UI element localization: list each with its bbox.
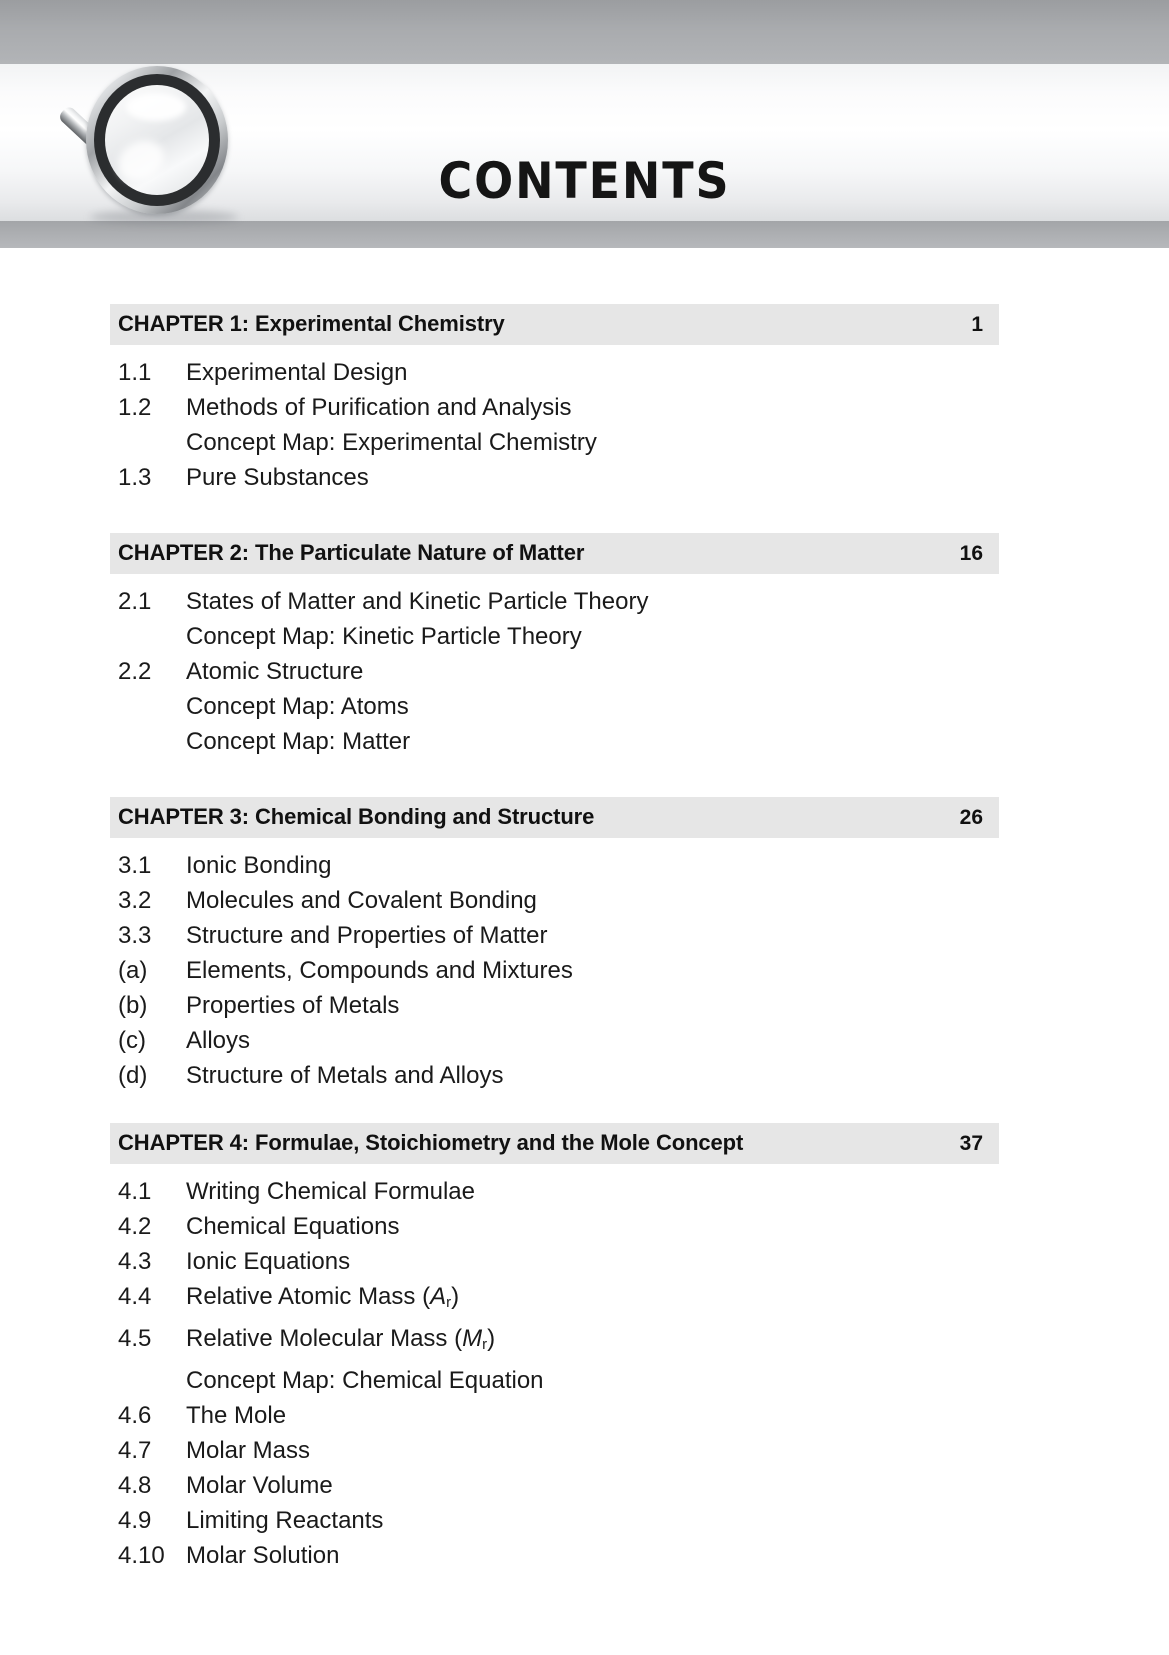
chapter-header[interactable] [110, 1123, 999, 1164]
entry-number: 4.4 [118, 1283, 152, 1310]
contents-entry[interactable] [118, 953, 1059, 988]
entry-number: 3.3 [118, 922, 152, 949]
lens-highlight-upper [126, 93, 186, 122]
entry-title: Ionic Equations [186, 1248, 351, 1275]
contents-entry[interactable] [118, 689, 1059, 724]
chapter-header[interactable] [110, 797, 999, 838]
chapter-page-number: 16 [959, 542, 983, 565]
entry-title: Concept Map: Kinetic Particle Theory [186, 623, 582, 650]
entry-title-text: Relative Molecular Mass ( [186, 1324, 463, 1352]
contents-entry[interactable] [118, 1433, 1059, 1468]
section-spacer [110, 1093, 1059, 1123]
entry-number: (b) [118, 992, 148, 1019]
contents-entry[interactable] [118, 654, 1059, 689]
page-header-banner [0, 0, 1169, 248]
entry-number: 4.5 [118, 1324, 152, 1352]
chapter-page-number: 37 [959, 1132, 983, 1155]
chapter-entry-list [110, 574, 1059, 759]
entry-number: 4.7 [118, 1436, 152, 1464]
entry-title: Pure Substances [186, 464, 369, 491]
entry-title: Molar Solution [186, 1541, 340, 1569]
entry-number [118, 724, 186, 759]
entry-title: Structure and Properties of Matter [186, 922, 548, 949]
contents-entry[interactable] [118, 390, 1059, 425]
chapter-title: CHAPTER 1: Experimental Chemistry [118, 311, 505, 336]
contents-entry[interactable] [118, 724, 1059, 759]
chapter-section [110, 304, 1059, 495]
entry-title: Concept Map: Chemical Equation [186, 1366, 544, 1394]
contents-entry[interactable] [118, 1174, 1059, 1209]
chapter-title: CHAPTER 3: Chemical Bonding and Structure [118, 804, 595, 829]
chapter-title: CHAPTER 2: The Particulate Nature of Matter [118, 540, 585, 565]
contents-entry[interactable] [118, 883, 1059, 918]
contents-entry[interactable] [118, 848, 1059, 883]
entry-number: 4.10 [118, 1541, 165, 1569]
chapter-page-number: 1 [971, 313, 983, 336]
contents-entry[interactable] [118, 1023, 1059, 1058]
entry-title [186, 1279, 1059, 1321]
chapter-header[interactable] [110, 533, 999, 574]
entry-number [118, 1363, 186, 1398]
section-spacer [110, 495, 1059, 533]
section-spacer [110, 759, 1059, 797]
chapter-entry-list [110, 345, 1059, 495]
entry-title: Methods of Purification and Analysis [186, 394, 572, 421]
contents-entry[interactable] [118, 1209, 1059, 1244]
contents-entry[interactable] [118, 1321, 1059, 1363]
entry-title-tail: ) [451, 1283, 460, 1310]
chapter-header[interactable] [110, 304, 999, 345]
entry-number [118, 689, 186, 724]
entry-title-text: Relative Atomic Mass ( [186, 1283, 431, 1310]
chapter-title: CHAPTER 4: Formulae, Stoichiometry and the Mole Concept [118, 1130, 744, 1155]
contents-entry[interactable] [118, 1468, 1059, 1503]
entry-number [118, 425, 186, 460]
entry-number: 4.3 [118, 1248, 152, 1275]
entry-title: Limiting Reactants [186, 1506, 384, 1534]
entry-title: States of Matter and Kinetic Particle Theory [186, 588, 649, 615]
entry-number: 4.6 [118, 1401, 152, 1429]
entry-title: Properties of Metals [186, 992, 400, 1019]
entry-title: Chemical Equations [186, 1213, 400, 1240]
contents-entry[interactable] [118, 355, 1059, 390]
entry-title: Writing Chemical Formulae [186, 1178, 475, 1205]
banner-top-band [0, 0, 1169, 64]
page-title: CONTENTS [438, 152, 731, 210]
entry-number: (a) [118, 957, 148, 984]
symbol-italic: A [430, 1283, 447, 1310]
chapter-section [110, 797, 1059, 1093]
entry-number: 1.3 [118, 464, 152, 491]
entry-title-tail: ) [487, 1324, 496, 1352]
entry-number: 1.2 [118, 394, 152, 421]
contents-entry[interactable] [118, 1363, 1059, 1398]
chapter-page-number: 26 [959, 806, 983, 829]
contents-entry[interactable] [118, 988, 1059, 1023]
entry-number: 3.2 [118, 887, 152, 914]
entry-title: Experimental Design [186, 359, 408, 386]
contents-entry[interactable] [118, 1279, 1059, 1321]
contents-entry[interactable] [118, 1503, 1059, 1538]
entry-title: Structure of Metals and Alloys [186, 1062, 504, 1089]
contents-entry[interactable] [118, 619, 1059, 654]
entry-title: Molar Volume [186, 1471, 333, 1499]
entry-number: (d) [118, 1062, 148, 1089]
contents-entry[interactable] [118, 1538, 1059, 1573]
contents-entry[interactable] [118, 918, 1059, 953]
contents-entry[interactable] [118, 460, 1059, 495]
entry-title: Elements, Compounds and Mixtures [186, 957, 573, 984]
entry-title: Molar Mass [186, 1436, 311, 1464]
chapter-entry-list [110, 838, 1059, 1093]
chapter-entry-list [110, 1164, 1059, 1573]
entry-title [186, 1321, 1059, 1363]
entry-title: Molecules and Covalent Bonding [186, 887, 537, 914]
entry-number [118, 619, 186, 654]
contents-entry[interactable] [118, 1398, 1059, 1433]
contents-entry[interactable] [118, 1244, 1059, 1279]
contents-entry[interactable] [118, 1058, 1059, 1093]
entry-number: 1.1 [118, 359, 152, 386]
symbol-subscript: r [446, 1294, 452, 1311]
chapter-section [110, 533, 1059, 759]
symbol-subscript: r [482, 1336, 488, 1353]
entry-number: 4.8 [118, 1471, 152, 1499]
entry-title: Alloys [186, 1027, 251, 1054]
chapter-section [110, 1123, 1059, 1573]
entry-title: Concept Map: Atoms [186, 693, 409, 720]
entry-title: The Mole [186, 1401, 287, 1429]
entry-title: Ionic Bonding [186, 852, 332, 879]
symbol-italic: M [462, 1324, 483, 1352]
entry-number: (c) [118, 1027, 146, 1054]
contents-entry[interactable] [118, 425, 1059, 460]
entry-number: 4.9 [118, 1506, 152, 1534]
entry-number: 3.1 [118, 852, 152, 879]
entry-number: 4.1 [118, 1178, 152, 1205]
contents-entry[interactable] [118, 584, 1059, 619]
entry-title: Concept Map: Experimental Chemistry [186, 429, 597, 456]
entry-number: 2.1 [118, 588, 152, 615]
entry-title: Concept Map: Matter [186, 728, 411, 755]
contents-list [0, 304, 1169, 1573]
entry-number: 4.2 [118, 1213, 152, 1240]
entry-title: Atomic Structure [186, 658, 364, 685]
entry-number: 2.2 [118, 658, 152, 685]
